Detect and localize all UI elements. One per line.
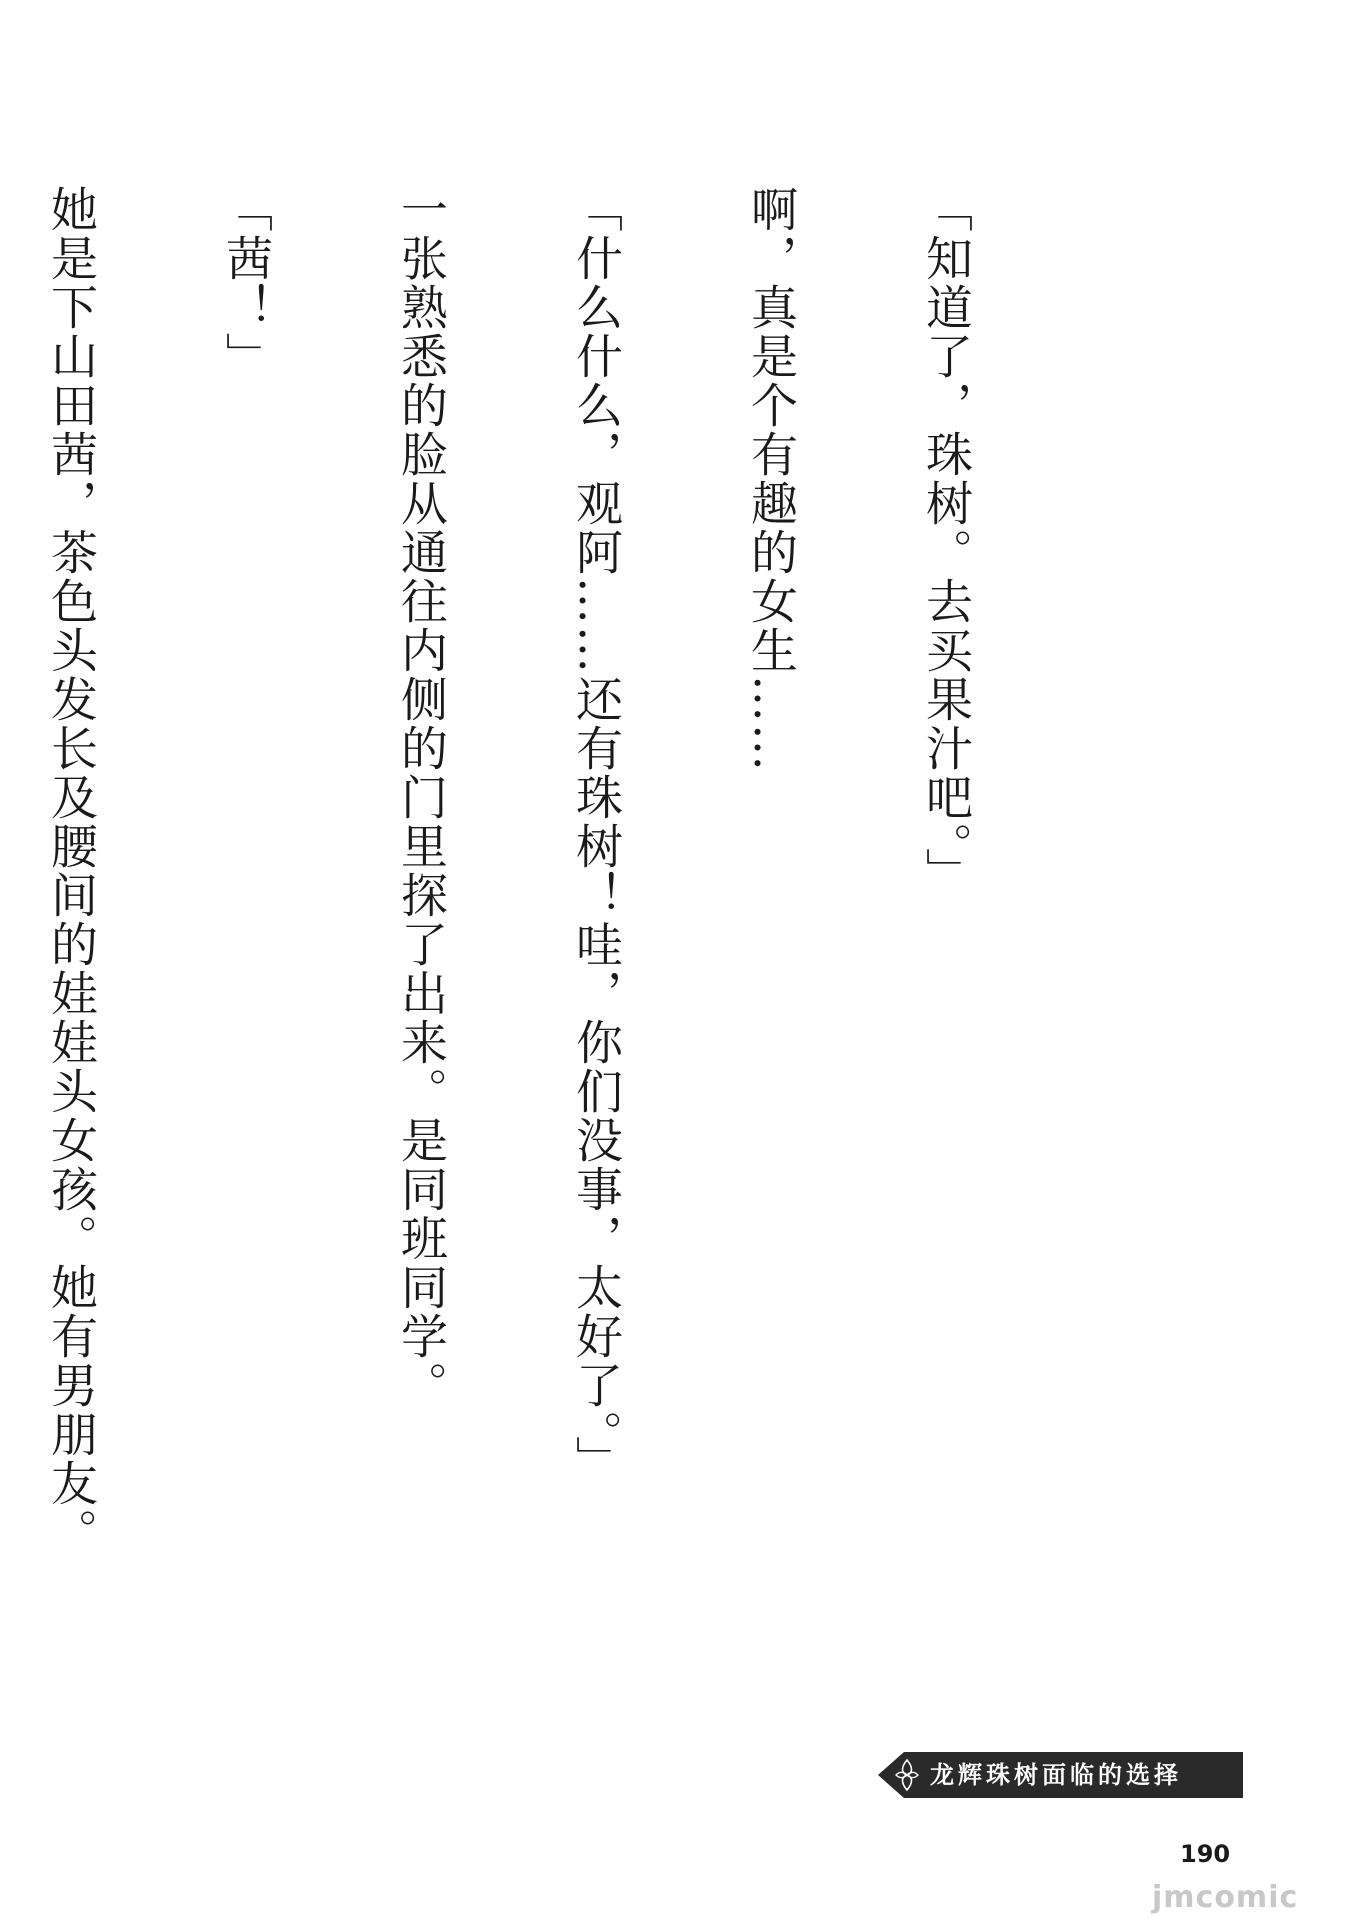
text-line: 「茜！」: [218, 185, 273, 381]
text-line: 一张熟悉的脸从通往内侧的门里探了出来。是同班同学。: [393, 185, 448, 1410]
watermark: jmcomic: [1152, 1880, 1299, 1915]
chapter-title: 龙辉珠树面临的选择: [930, 1761, 1182, 1789]
text-line: 「什么什么，观阿……还有珠树！哇，你们没事，太好了。」: [568, 185, 623, 1485]
text-line: 啊，真是个有趣的女生……: [743, 185, 798, 773]
floral-ornament-icon: [892, 1757, 922, 1793]
text-line: 她是下山田茜，茶色头发长及腰间的娃娃头女孩。她有男朋友。: [43, 185, 98, 1557]
page-number: 190: [1180, 1840, 1231, 1868]
vertical-text-block: [0, 185, 1080, 1725]
text-line: 「知道了，珠树。去买果汁吧。」: [918, 185, 973, 897]
